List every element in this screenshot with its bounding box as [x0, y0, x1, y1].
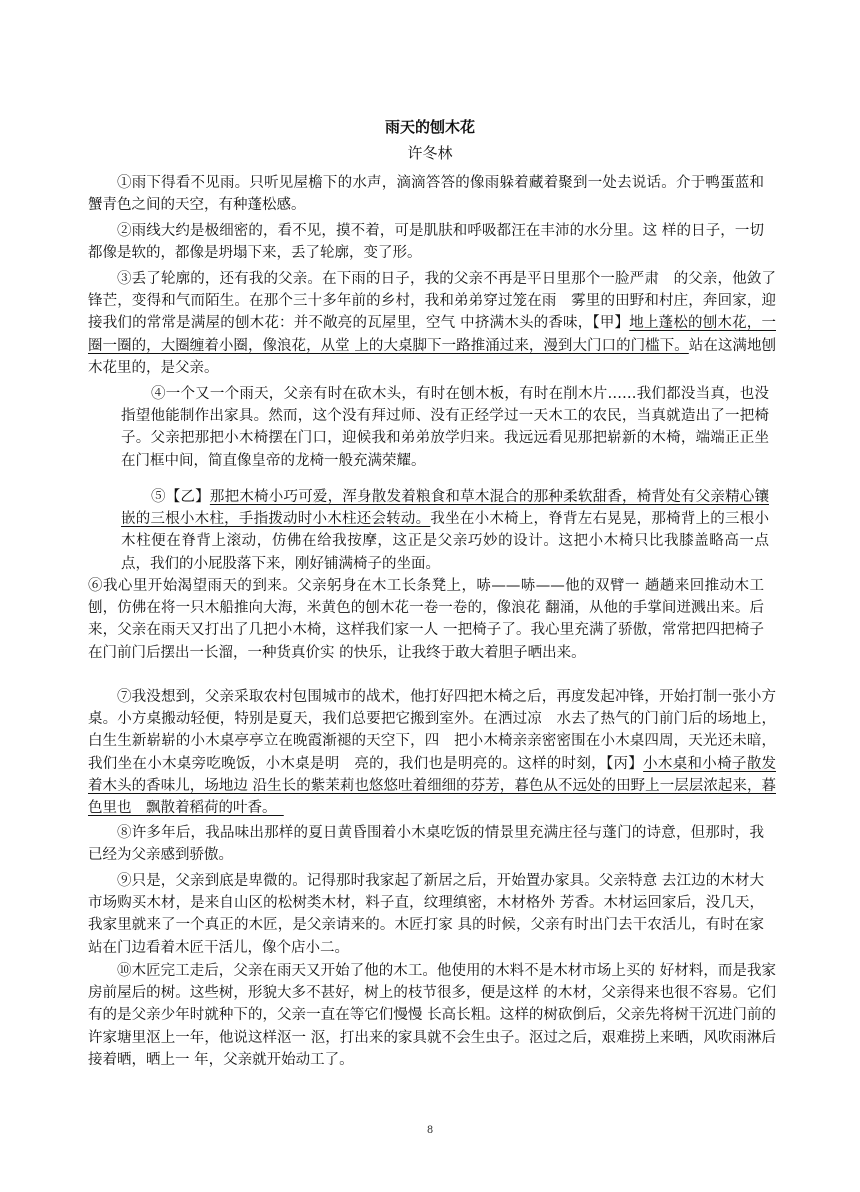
paragraph-5-underlined-yi: 那把木椅小巧可爱，浑身散发着粮食和草木混合的那种柔软甜香，椅背处有父亲精心镶嵌的三根小木柱，手指拨动时小木柱还会转动。: [121, 489, 770, 528]
paragraph-3: [88, 268, 776, 379]
paragraph-1: [88, 172, 764, 216]
paragraph-3-text-b: 站在这满地刨木花里的，是父亲。: [88, 337, 776, 376]
paragraph-4: [121, 383, 769, 472]
paragraph-7: [88, 686, 776, 819]
paragraph-9-text: ⑨只是，父亲到底是卑微的。记得那时我家起了新居之后，开始置办家具。父亲特意 去江边的木材大市场购买木材，是来自山区的松树类木材，料子直，纹理缜密，木材格外 芳香。木材运回家后，没几天，我家里就来了一个真正的木匠，是父亲请来的。木匠打家 具的时候，父亲有时出门去干农活儿，有时在家站在门边看着木匠干活儿，像个店小二。: [88, 873, 764, 956]
paragraph-6-text: ⑥我心里开始渴望雨天的到来。父亲躬身在木工长条凳上，哧——哧——他的双臂一 趟趟来回推动木工刨，仿佛在将一只木船推向大海，米黄色的刨木花一卷一卷的，像浪花 翻涌，从他的手掌间迸溅出来。后来，父亲在雨天又打出了几把小木椅，这样我们家一人 一把椅子了。我心里充满了骄傲，常常把四把椅子在门前门后摆出一长溜，一种货真价实 的快乐，让我终于敢大着胆子晒出来。: [88, 578, 764, 661]
paragraph-5: [121, 486, 769, 575]
paragraph-7-text-a: ⑦我没想到，父亲采取农村包围城市的战术，他打好四把木椅之后，再度发起冲锋，开始打制一张小方桌。小方桌搬动轻便，特别是夏天，我们总要把它搬到室外。在洒过凉 水去了热气的门前门后的场地上，白生生新崭崭的小木桌亭亭立在晚霞渐褪的天空下，四 把小木椅亲亲密密围在小木桌四周，天光还未暗，我们坐在小木桌旁吃晚饭，小木桌是明 亮的，我们也是明亮的。这样的时刻，【丙】: [88, 689, 776, 772]
paragraph-2: [88, 220, 764, 264]
paragraph-3-underlined-jia: 地上蓬松的刨木花，一圈一圈的，大圈缠着小圈，像浪花，从堂 上的大桌脚下一路推涌过来，漫到大门口的门槛下。: [88, 315, 776, 354]
paragraph-5-text-b: 我坐在小木椅上，脊背左右晃晃，那椅背上的三根小木柱便在脊背上滚动，仿佛在给我按摩，这正是父亲巧妙的设计。这把小木椅只比我膝盖略高一点点，我们的小屁股落下来，刚好铺满椅子的坐面。: [121, 511, 770, 572]
paragraph-6: [88, 575, 764, 664]
article-title: 雨天的刨木花: [384, 118, 475, 136]
paragraph-10-text: ⑩木匠完工走后，父亲在雨天又开始了他的木工。他使用的木料不是木材市场上买的 好材料，而是我家房前屋后的树。这些树，形貌大多不甚好，树上的枝节很多，便是这样 的木材，父亲得来也很不容易。它们有的是父亲少年时就种下的，父亲一直在等它们慢慢 长高长粗。这样的树砍倒后，父亲先将树干沉进门前的许家塘里沤上一年，他说这样沤一 沤，打出来的家具就不会生虫子。沤过之后，艰难捞上来晒，风吹雨淋后接着晒，晒上一 年，父亲就开始动工了。: [88, 963, 776, 1068]
paragraph-4-text: ④一个又一个雨天，父亲有时在砍木头，有时在刨木板，有时在削木片……我们都没当真，也没指望他能制作出家具。然而，这个没有拜过师、没有正经学过一天木工的农民，当真就造出了一把椅子。父亲把那把小木椅摆在门口，迎候我和弟弟放学归来。我远远看见那把崭新的木椅，端端正正坐在门框中间，简直像皇帝的龙椅一般充满荣耀。: [121, 386, 769, 469]
page-number: 8: [426, 1125, 434, 1136]
paragraph-9: [88, 870, 764, 959]
paragraph-1-text: ①雨下得看不见雨。只听见屋檐下的水声，滴滴答答的像雨躲着藏着聚到一处去说话。介于鸭蛋蓝和蟹青色之间的天空，有种蓬松感。: [88, 175, 764, 214]
paragraph-5-text-a: ⑤【乙】: [151, 489, 210, 505]
paragraph-8: [88, 822, 764, 866]
paragraph-7-underlined-bing: 小木桌和小椅子散发着木头的香味儿，场地边 沿生长的紫茉莉也悠悠吐着细细的芬芳，暮色从不远处的田野上一层层浓起来，暮色里也 飘散着稻荷的叶香。: [88, 755, 777, 817]
article-author: 许冬林: [407, 144, 453, 162]
paragraph-8-text: ⑧许多年后，我品味出那样的夏日黄昏围着小木桌吃饭的情景里充满庄径与蓬门的诗意，但那时，我已经为父亲感到骄傲。: [88, 825, 764, 864]
paragraph-10: [88, 960, 776, 1071]
paragraph-3-text-a: ③丢了轮廓的，还有我的父亲。在下雨的日子，我的父亲不再是平日里那个一脸严肃 的父亲，他敛了锋芒，变得和气而陌生。在那个三十多年前的乡村，我和弟弟穿过笼在雨 雾里的田野和村庄，奔回家，迎接我们的常常是满屋的刨木花：并不敞亮的瓦屋里，空气 中挤满木头的香味，【甲】: [88, 271, 776, 332]
paragraph-2-text: ②雨线大约是极细密的，看不见，摸不着，可是肌肤和呼吸都汪在丰沛的水分里。这 样的日子，一切都像是软的，都像是坍塌下来，丢了轮廓，变了形。: [88, 223, 764, 262]
